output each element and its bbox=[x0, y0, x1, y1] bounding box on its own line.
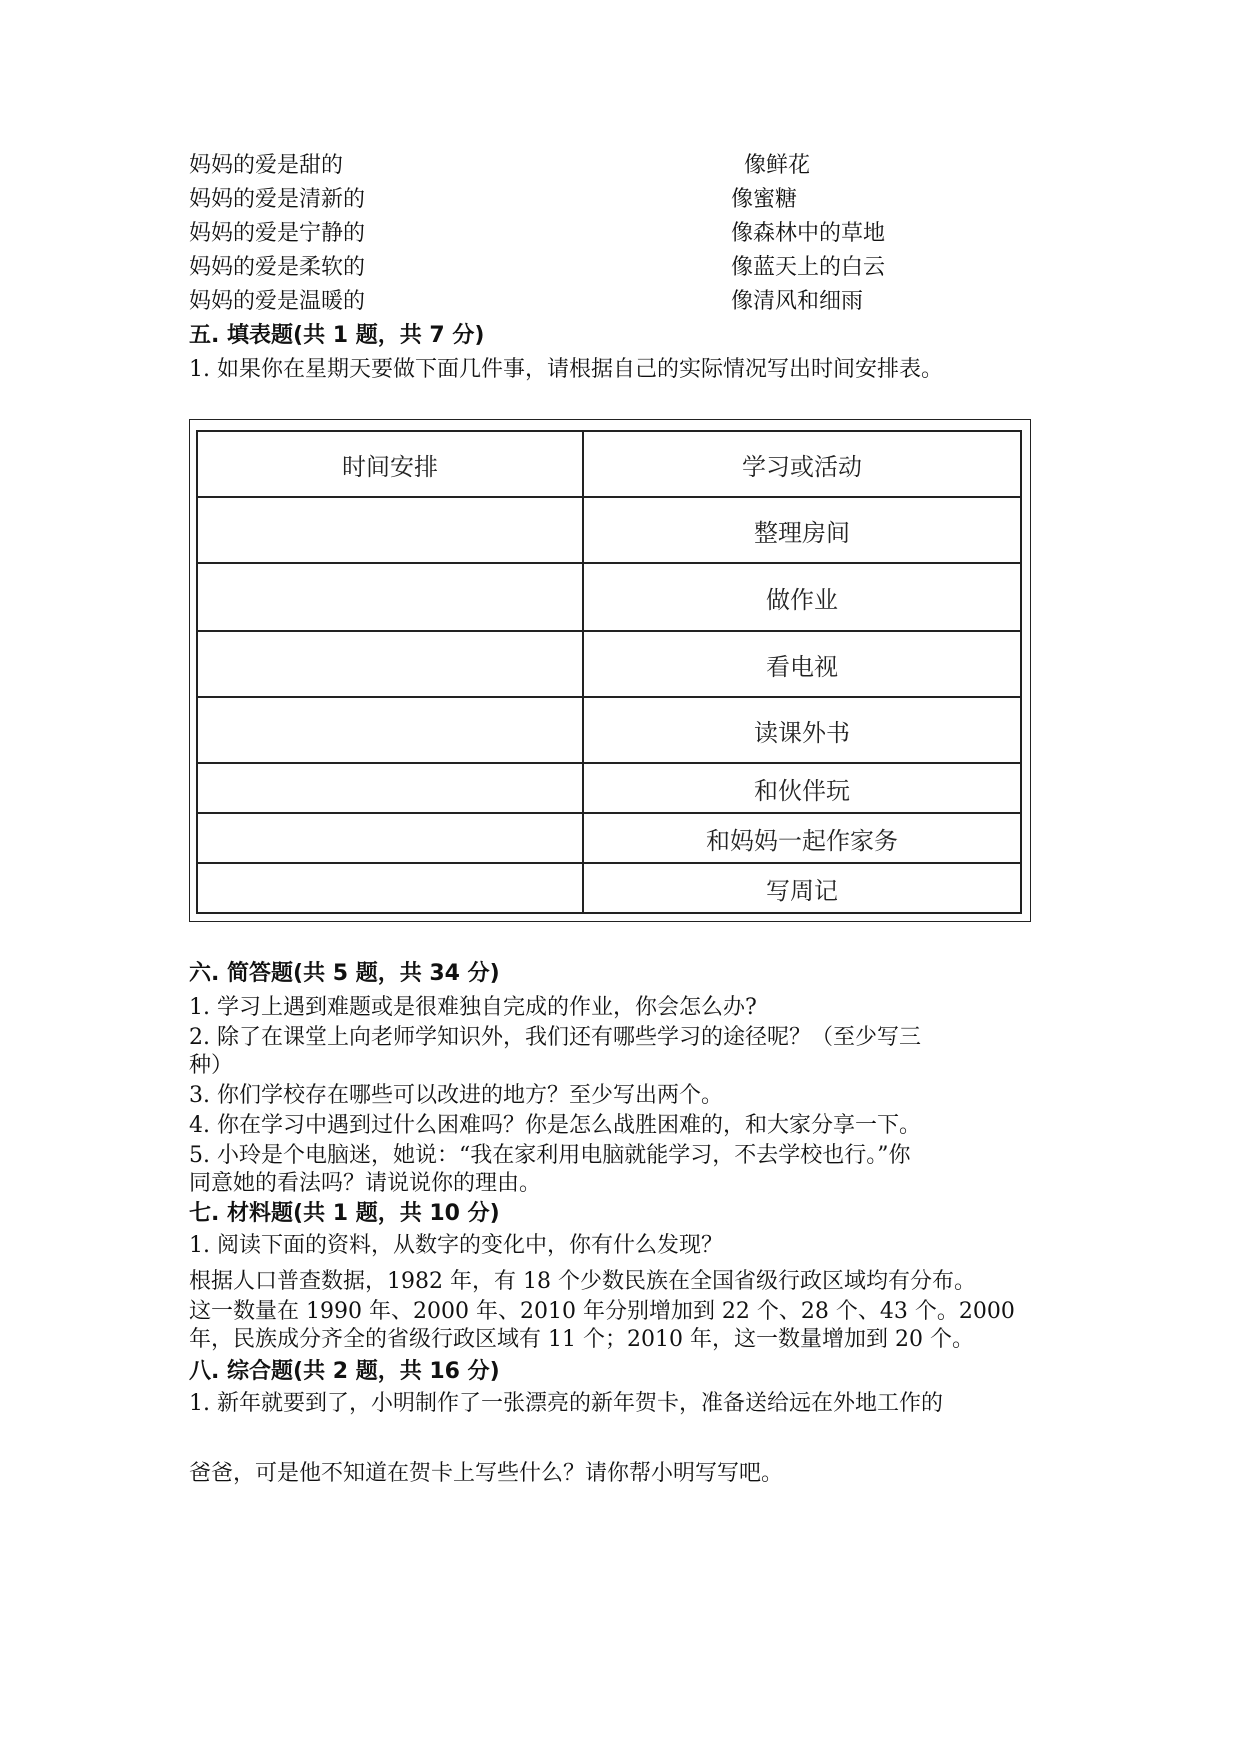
table-header-activity: 学习或活动 bbox=[583, 431, 1021, 497]
activity-cell: 写周记 bbox=[583, 863, 1021, 913]
section6-heading: 六. 简答题(共 5 题，共 34 分) bbox=[189, 961, 500, 986]
table-row bbox=[197, 813, 1021, 863]
matching-right-4: 像蓝天上的白云 bbox=[731, 255, 886, 280]
section6-question-3: 3. 你们学校存在哪些可以改进的地方？至少写出两个。 bbox=[189, 1083, 723, 1108]
section8-question-1-cont: 爸爸，可是他不知道在贺卡上写些什么？请你帮小明写写吧。 bbox=[189, 1461, 784, 1486]
matching-left-5: 妈妈的爱是温暖的 bbox=[189, 289, 366, 314]
section6-question-5-cont: 同意她的看法吗？请说说你的理由。 bbox=[189, 1171, 542, 1196]
matching-right-3: 像森林中的草地 bbox=[731, 221, 886, 246]
table-row bbox=[197, 563, 1021, 631]
time-cell[interactable] bbox=[197, 697, 583, 763]
section6-question-2-cont: 种） bbox=[189, 1053, 234, 1078]
time-cell[interactable] bbox=[197, 763, 583, 813]
section7-heading: 七. 材料题(共 1 题，共 10 分) bbox=[189, 1201, 500, 1226]
section7-material-line-3: 年，民族成分齐全的省级行政区域有 11 个；2010 年，这一数量增加到 20 个。 bbox=[189, 1327, 974, 1352]
activity-cell: 和伙伴玩 bbox=[583, 763, 1021, 813]
section6-question-5: 5. 小玲是个电脑迷，她说：“我在家利用电脑就能学习，不去学校也行。”你 bbox=[189, 1143, 911, 1168]
section6-question-4: 4. 你在学习中遇到过什么困难吗？你是怎么战胜困难的，和大家分享一下。 bbox=[189, 1113, 921, 1138]
section7-material-line-1: 根据人口普查数据，1982 年，有 18 个少数民族在全国省级行政区域均有分布。 bbox=[189, 1269, 976, 1294]
activity-cell: 和妈妈一起作家务 bbox=[583, 813, 1021, 863]
time-cell[interactable] bbox=[197, 631, 583, 697]
activity-cell: 整理房间 bbox=[583, 497, 1021, 563]
table-row bbox=[197, 763, 1021, 813]
section8-question-1: 1. 新年就要到了，小明制作了一张漂亮的新年贺卡，准备送给远在外地工作的 bbox=[189, 1391, 943, 1416]
matching-left-4: 妈妈的爱是柔软的 bbox=[189, 255, 366, 280]
section5-question-1: 1. 如果你在星期天要做下面几件事，请根据自己的实际情况写出时间安排表。 bbox=[189, 357, 943, 382]
time-cell[interactable] bbox=[197, 497, 583, 563]
section7-question-1: 1. 阅读下面的资料，从数字的变化中，你有什么发现？ bbox=[189, 1233, 723, 1258]
matching-right-2: 像蜜糖 bbox=[731, 187, 798, 212]
section7-material-line-2: 这一数量在 1990 年、2000 年、2010 年分别增加到 22 个、28 个、43 个。2000 bbox=[189, 1299, 1015, 1324]
matching-row-5 bbox=[189, 286, 1089, 318]
activity-cell: 读课外书 bbox=[583, 697, 1021, 763]
section6-question-2: 2. 除了在课堂上向老师学知识外，我们还有哪些学习的途径呢？（至少写三 bbox=[189, 1025, 921, 1050]
time-cell[interactable] bbox=[197, 563, 583, 631]
section5-heading: 五. 填表题(共 1 题，共 7 分) bbox=[189, 323, 485, 348]
table-row bbox=[197, 497, 1021, 563]
time-cell[interactable] bbox=[197, 863, 583, 913]
matching-right-1: 像鲜花 bbox=[744, 153, 811, 178]
time-cell[interactable] bbox=[197, 813, 583, 863]
section6-question-1: 1. 学习上遇到难题或是很难独自完成的作业，你会怎么办? bbox=[189, 995, 757, 1020]
section8-heading: 八. 综合题(共 2 题，共 16 分) bbox=[189, 1359, 500, 1384]
table-row bbox=[197, 863, 1021, 913]
table-header-time: 时间安排 bbox=[197, 431, 583, 497]
table-header-row bbox=[197, 431, 1021, 497]
matching-row-4 bbox=[189, 252, 1089, 284]
table-row bbox=[197, 631, 1021, 697]
matching-left-1: 妈妈的爱是甜的 bbox=[189, 153, 344, 178]
table-row bbox=[197, 697, 1021, 763]
schedule-table bbox=[196, 430, 1022, 914]
matching-right-5: 像清风和细雨 bbox=[731, 289, 864, 314]
matching-left-3: 妈妈的爱是宁静的 bbox=[189, 221, 366, 246]
matching-row-2 bbox=[189, 184, 1089, 216]
schedule-table-frame bbox=[189, 419, 1031, 922]
matching-left-2: 妈妈的爱是清新的 bbox=[189, 187, 366, 212]
activity-cell: 做作业 bbox=[583, 563, 1021, 631]
matching-row-3 bbox=[189, 218, 1089, 250]
matching-row-1 bbox=[189, 150, 1089, 182]
activity-cell: 看电视 bbox=[583, 631, 1021, 697]
